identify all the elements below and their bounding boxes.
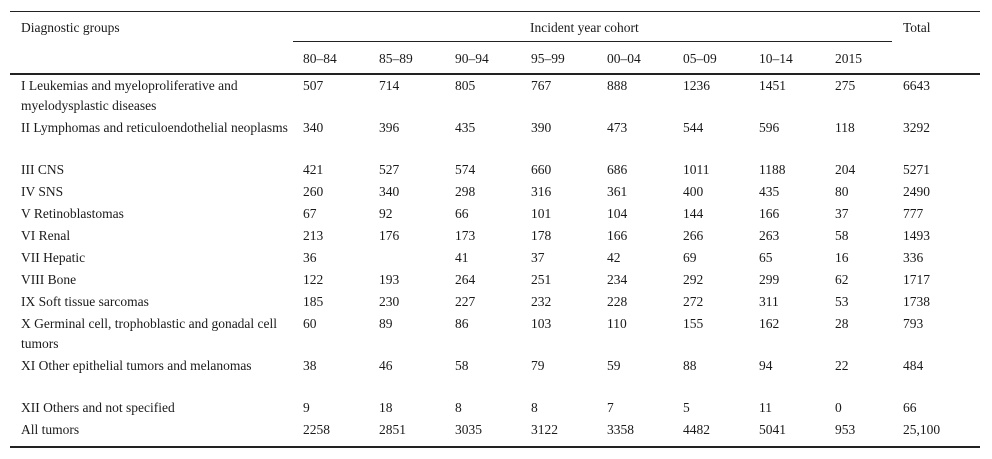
cohort-value-cell: 79 xyxy=(531,358,545,373)
cohort-value-cell: 574 xyxy=(455,162,476,177)
table-bottom-rule xyxy=(10,446,980,448)
cohort-value-cell: 1451 xyxy=(759,78,786,93)
cohort-value-cell: 144 xyxy=(683,206,704,221)
diagnostic-group-cell: III CNS xyxy=(21,162,65,177)
cohort-value-cell: 62 xyxy=(835,272,849,287)
cohort-value-cell: 311 xyxy=(759,294,779,309)
diagnostic-group-cell: XI Other epithelial tumors and melanomas xyxy=(21,358,252,373)
total-value-cell: 6643 xyxy=(903,78,930,93)
cohort-value-cell: 227 xyxy=(455,294,476,309)
diagnostic-group-cell: V Retinoblastomas xyxy=(21,206,124,221)
cohort-value-cell: 42 xyxy=(607,250,621,265)
cohort-value-cell: 166 xyxy=(759,206,780,221)
cohort-value-cell: 596 xyxy=(759,120,780,135)
cohort-value-cell: 232 xyxy=(531,294,552,309)
cohort-value-cell: 544 xyxy=(683,120,704,135)
cohort-value-cell: 67 xyxy=(303,206,317,221)
header-year-85-89: 85–89 xyxy=(379,51,413,66)
cohort-value-cell: 316 xyxy=(531,184,552,199)
cohort-value-cell: 3122 xyxy=(531,422,558,437)
cohort-value-cell: 104 xyxy=(607,206,628,221)
diagnostic-group-cell: IV SNS xyxy=(21,184,64,199)
cohort-value-cell: 264 xyxy=(455,272,476,287)
total-value-cell: 777 xyxy=(903,206,924,221)
cohort-value-cell: 263 xyxy=(759,228,780,243)
cohort-value-cell: 204 xyxy=(835,162,856,177)
cohort-value-cell: 275 xyxy=(835,78,856,93)
cohort-value-cell: 16 xyxy=(835,250,849,265)
diagnostic-group-cell: All tumors xyxy=(21,422,80,437)
header-year-90-94: 90–94 xyxy=(455,51,489,66)
cohort-value-cell: 5 xyxy=(683,400,690,415)
cohort-value-cell: 3035 xyxy=(455,422,482,437)
cohort-value-cell: 4482 xyxy=(683,422,710,437)
cohort-value-cell: 686 xyxy=(607,162,628,177)
cohort-value-cell: 92 xyxy=(379,206,393,221)
cohort-value-cell: 66 xyxy=(455,206,469,221)
cohort-value-cell: 8 xyxy=(531,400,538,415)
diagnostic-group-cell: VIII Bone xyxy=(21,272,77,287)
cohort-value-cell: 435 xyxy=(759,184,780,199)
cohort-value-cell: 260 xyxy=(303,184,324,199)
cohort-value-cell: 122 xyxy=(303,272,324,287)
cohort-value-cell: 36 xyxy=(303,250,317,265)
cohort-value-cell: 1236 xyxy=(683,78,710,93)
cohort-value-cell: 266 xyxy=(683,228,704,243)
cohort-value-cell: 340 xyxy=(379,184,400,199)
cohort-value-cell: 69 xyxy=(683,250,697,265)
cohort-value-cell: 89 xyxy=(379,316,393,331)
cohort-value-cell: 213 xyxy=(303,228,324,243)
cohort-value-cell: 178 xyxy=(531,228,552,243)
cohort-value-cell: 118 xyxy=(835,120,855,135)
diagnostic-group-cell: X Germinal cell, trophoblastic and gonadal cell tumors xyxy=(21,316,278,351)
cohort-value-cell: 888 xyxy=(607,78,628,93)
cohort-value-cell: 230 xyxy=(379,294,400,309)
cohort-value-cell: 396 xyxy=(379,120,400,135)
cohort-value-cell: 953 xyxy=(835,422,856,437)
cohort-value-cell: 58 xyxy=(835,228,849,243)
total-value-cell: 5271 xyxy=(903,162,930,177)
header-year-00-04: 00–04 xyxy=(607,51,641,66)
diagnostic-group-cell: VII Hepatic xyxy=(21,250,86,265)
diagnostic-group-cell: IX Soft tissue sarcomas xyxy=(21,294,149,309)
diagnostic-group-cell: I Leukemias and myeloproliferative and myelodysplastic diseases xyxy=(21,78,238,113)
cohort-value-cell: 5041 xyxy=(759,422,786,437)
total-value-cell: 2490 xyxy=(903,184,930,199)
cohort-value-cell: 361 xyxy=(607,184,628,199)
header-year-10-14: 10–14 xyxy=(759,51,793,66)
cohort-value-cell: 234 xyxy=(607,272,628,287)
cohort-value-cell: 507 xyxy=(303,78,324,93)
cohort-value-cell: 28 xyxy=(835,316,849,331)
cohort-value-cell: 1188 xyxy=(759,162,786,177)
header-year-80-84: 80–84 xyxy=(303,51,337,66)
diagnostic-group-cell: VI Renal xyxy=(21,228,71,243)
cohort-value-cell: 37 xyxy=(835,206,849,221)
cohort-value-cell: 292 xyxy=(683,272,704,287)
cohort-value-cell: 400 xyxy=(683,184,704,199)
cohort-value-cell: 103 xyxy=(531,316,552,331)
cohort-value-cell: 65 xyxy=(759,250,773,265)
total-value-cell: 336 xyxy=(903,250,924,265)
cohort-value-cell: 11 xyxy=(759,400,772,415)
cohort-value-cell: 58 xyxy=(455,358,469,373)
cohort-value-cell: 298 xyxy=(455,184,476,199)
cohort-value-cell: 299 xyxy=(759,272,780,287)
cohort-value-cell: 38 xyxy=(303,358,317,373)
cohort-value-cell: 7 xyxy=(607,400,614,415)
cohort-value-cell: 1011 xyxy=(683,162,710,177)
cohort-value-cell: 272 xyxy=(683,294,704,309)
cohort-value-cell: 185 xyxy=(303,294,324,309)
total-value-cell: 1717 xyxy=(903,272,930,287)
cohort-value-cell: 2258 xyxy=(303,422,330,437)
header-diagnostic-groups: Diagnostic groups xyxy=(21,20,120,35)
cohort-value-cell: 8 xyxy=(455,400,462,415)
cohort-value-cell: 9 xyxy=(303,400,310,415)
cohort-value-cell: 88 xyxy=(683,358,697,373)
total-value-cell: 1493 xyxy=(903,228,930,243)
cohort-value-cell: 3358 xyxy=(607,422,634,437)
header-bottom-rule xyxy=(10,73,980,75)
table-top-rule xyxy=(10,11,980,12)
total-value-cell: 3292 xyxy=(903,120,930,135)
cohort-value-cell: 527 xyxy=(379,162,400,177)
cohort-value-cell: 41 xyxy=(455,250,469,265)
cohort-value-cell: 390 xyxy=(531,120,552,135)
cohort-value-cell: 251 xyxy=(531,272,552,287)
diagnostic-group-cell: II Lymphomas and reticuloendothelial neoplasms xyxy=(21,120,288,135)
cohort-value-cell: 2851 xyxy=(379,422,406,437)
cohort-value-cell: 176 xyxy=(379,228,400,243)
cohort-value-cell: 805 xyxy=(455,78,476,93)
cohort-value-cell: 101 xyxy=(531,206,552,221)
cohort-value-cell: 473 xyxy=(607,120,628,135)
cohort-value-cell: 173 xyxy=(455,228,476,243)
cohort-value-cell: 193 xyxy=(379,272,400,287)
cohort-value-cell: 60 xyxy=(303,316,317,331)
cohort-value-cell: 110 xyxy=(607,316,627,331)
cohort-value-cell: 59 xyxy=(607,358,621,373)
header-incident-year-cohort: Incident year cohort xyxy=(530,20,639,35)
cohort-value-cell: 86 xyxy=(455,316,469,331)
total-value-cell: 793 xyxy=(903,316,924,331)
cohort-value-cell: 53 xyxy=(835,294,849,309)
cohort-value-cell: 18 xyxy=(379,400,393,415)
cohort-value-cell: 660 xyxy=(531,162,552,177)
cohort-value-cell: 22 xyxy=(835,358,849,373)
header-total: Total xyxy=(903,20,931,35)
cohort-underline xyxy=(293,41,892,42)
cohort-value-cell: 37 xyxy=(531,250,545,265)
cohort-value-cell: 46 xyxy=(379,358,393,373)
total-value-cell: 25,100 xyxy=(903,422,941,437)
cohort-value-cell: 228 xyxy=(607,294,628,309)
diagnostic-group-cell: XII Others and not specified xyxy=(21,400,175,415)
total-value-cell: 1738 xyxy=(903,294,930,309)
cohort-value-cell: 80 xyxy=(835,184,849,199)
header-year-95-99: 95–99 xyxy=(531,51,565,66)
cohort-value-cell: 166 xyxy=(607,228,628,243)
cohort-value-cell: 340 xyxy=(303,120,324,135)
cohort-value-cell: 0 xyxy=(835,400,842,415)
total-value-cell: 484 xyxy=(903,358,924,373)
total-value-cell: 66 xyxy=(903,400,917,415)
cohort-value-cell: 421 xyxy=(303,162,324,177)
header-year-2015: 2015 xyxy=(835,51,862,66)
cohort-value-cell: 767 xyxy=(531,78,552,93)
cohort-value-cell: 94 xyxy=(759,358,773,373)
cohort-value-cell: 162 xyxy=(759,316,780,331)
cohort-value-cell: 155 xyxy=(683,316,704,331)
cohort-value-cell: 714 xyxy=(379,78,400,93)
cohort-value-cell: 435 xyxy=(455,120,476,135)
header-year-05-09: 05–09 xyxy=(683,51,717,66)
